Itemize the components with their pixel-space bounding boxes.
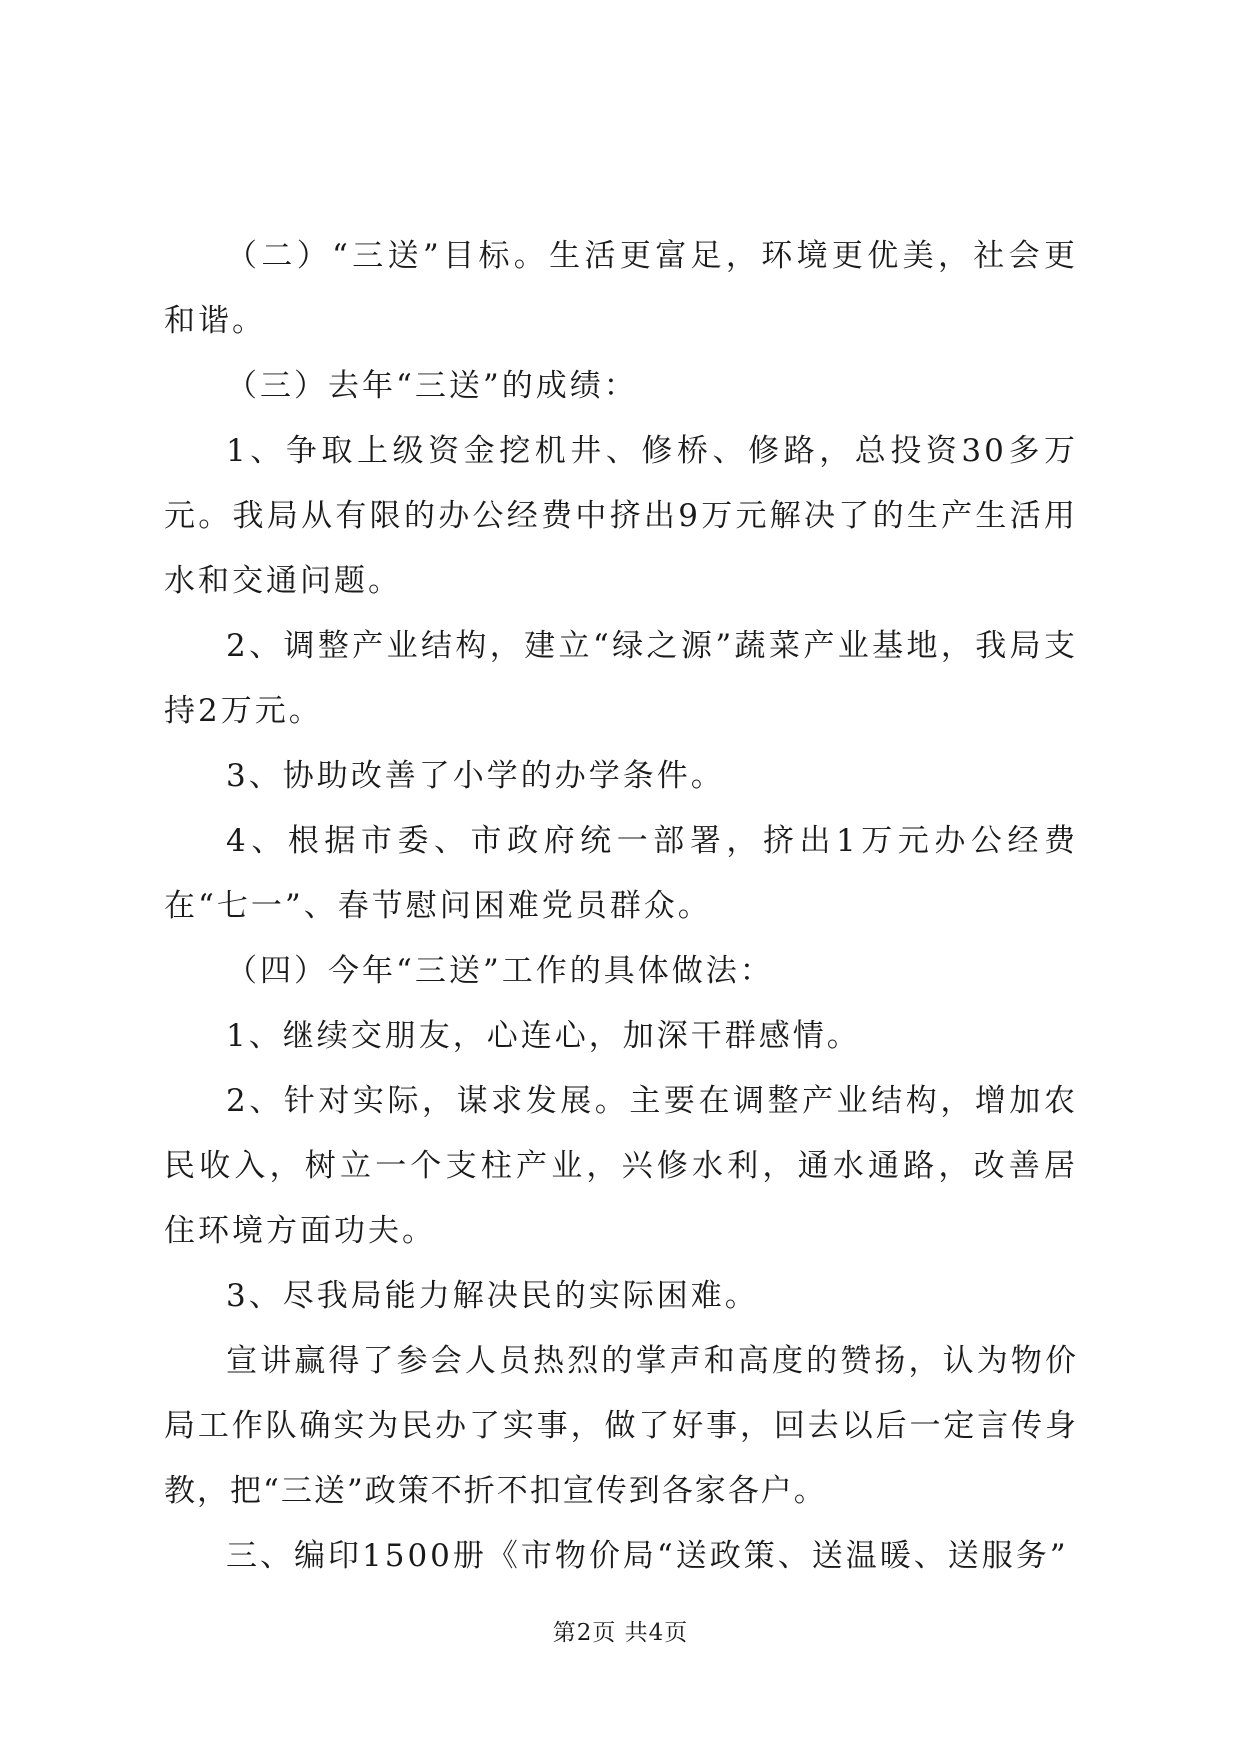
paragraph-achievement-3: 3、协助改善了小学的办学条件。 — [226, 758, 725, 794]
paragraph-this-year-heading: （四）今年“三送”工作的具体做法： — [226, 953, 774, 989]
page-number-footer: 第2页 共4页 — [552, 1620, 689, 1646]
paragraph-achievement-4: 4、根据市委、市政府统一部署，挤出1万元办公经费在“七一”、春节慰问困难党员群众。 — [164, 823, 1078, 924]
paragraph-section-three: 三、编印1500册《市物价局“送政策、送温暖、送服务” — [226, 1538, 1069, 1574]
paragraph-method-3: 3、尽我局能力解决民的实际困难。 — [226, 1278, 759, 1314]
document-body — [164, 224, 1078, 1589]
paragraph-achievement-2: 2、调整产业结构，建立“绿之源”蔬菜产业基地，我局支持2万元。 — [164, 628, 1078, 729]
paragraph-achievement-1: 1、争取上级资金挖机井、修桥、修路，总投资30多万元。我局从有限的办公经费中挤出9万元解决了的生产生活用水和交通问题。 — [164, 433, 1078, 599]
paragraph-last-year-heading: （三）去年“三送”的成绩： — [226, 368, 638, 404]
paragraph-goal: （二）“三送”目标。生活更富足，环境更优美，社会更和谐。 — [164, 238, 1078, 339]
paragraph-method-2: 2、针对实际，谋求发展。主要在调整产业结构，增加农民收入，树立一个支柱产业，兴修水利，通水通路，改善居住环境方面功夫。 — [164, 1083, 1078, 1249]
paragraph-method-1: 1、继续交朋友，心连心，加深干群感情。 — [226, 1018, 861, 1054]
paragraph-summary: 宣讲赢得了参会人员热烈的掌声和高度的赞扬，认为物价局工作队确实为民办了实事，做了好事，回去以后一定言传身教，把“三送”政策不折不扣宣传到各家各户。 — [164, 1343, 1078, 1509]
